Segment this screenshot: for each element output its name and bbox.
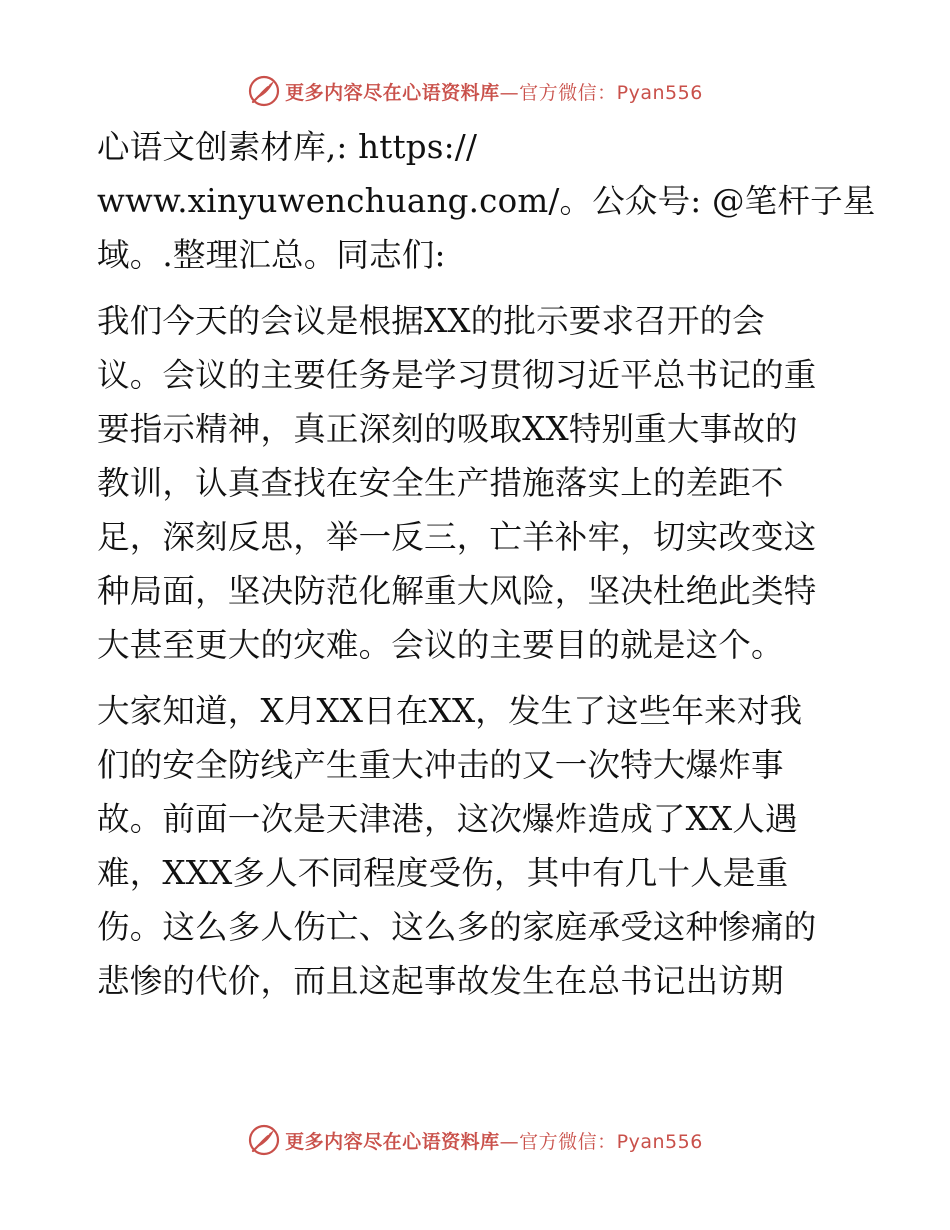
- text-line: 们的安全防线产生重大冲击的又一次特大爆炸事: [97, 746, 784, 784]
- paragraph-1: [97, 120, 876, 282]
- banner-text: 更多内容尽在心语资料库—官方微信：Pyan556: [285, 1130, 703, 1153]
- text-line: www.xinyuwenchuang.com/。公众号: @笔杆子星: [97, 182, 876, 220]
- text-line: 我们今天的会议是根据XX的批示要求召开的会: [97, 302, 765, 340]
- text-line: 故。前面一次是天津港，这次爆炸造成了XX人遇: [97, 800, 798, 838]
- header-banner: [0, 71, 950, 111]
- text-line: 种局面，坚决防范化解重大风险，坚决杜绝此类特: [97, 572, 817, 610]
- text-line: 域。.整理汇总。同志们:: [97, 236, 446, 274]
- text-line: 难，XXX多人不同程度受伤，其中有几十人是重: [97, 854, 789, 892]
- text-line: 大甚至更大的灾难。会议的主要目的就是这个。: [97, 626, 784, 664]
- text-line: 大家知道，X月XX日在XX，发生了这些年来对我: [97, 692, 803, 730]
- feather-pen-logo-icon: [247, 1123, 281, 1157]
- text-line: 伤。这么多人伤亡、这么多的家庭承受这种惨痛的: [97, 908, 817, 946]
- paragraph-2: [97, 294, 853, 672]
- text-line: 教训，认真查找在安全生产措施落实上的差距不: [97, 464, 784, 502]
- text-line: 要指示精神，真正深刻的吸取XX特别重大事故的: [97, 410, 798, 448]
- text-line: 悲惨的代价，而且这起事故发生在总书记出访期: [97, 962, 784, 1000]
- footer-banner: [0, 1120, 950, 1160]
- feather-pen-logo-icon: [247, 74, 281, 108]
- banner-text: 更多内容尽在心语资料库—官方微信：Pyan556: [285, 81, 703, 104]
- paragraph-3: [97, 684, 853, 1008]
- document-body: [97, 120, 876, 1020]
- text-line: 足，深刻反思，举一反三，亡羊补牢，切实改变这: [97, 518, 817, 556]
- text-line: 心语文创素材库,: https://: [97, 128, 478, 166]
- text-line: 议。会议的主要任务是学习贯彻习近平总书记的重: [97, 356, 817, 394]
